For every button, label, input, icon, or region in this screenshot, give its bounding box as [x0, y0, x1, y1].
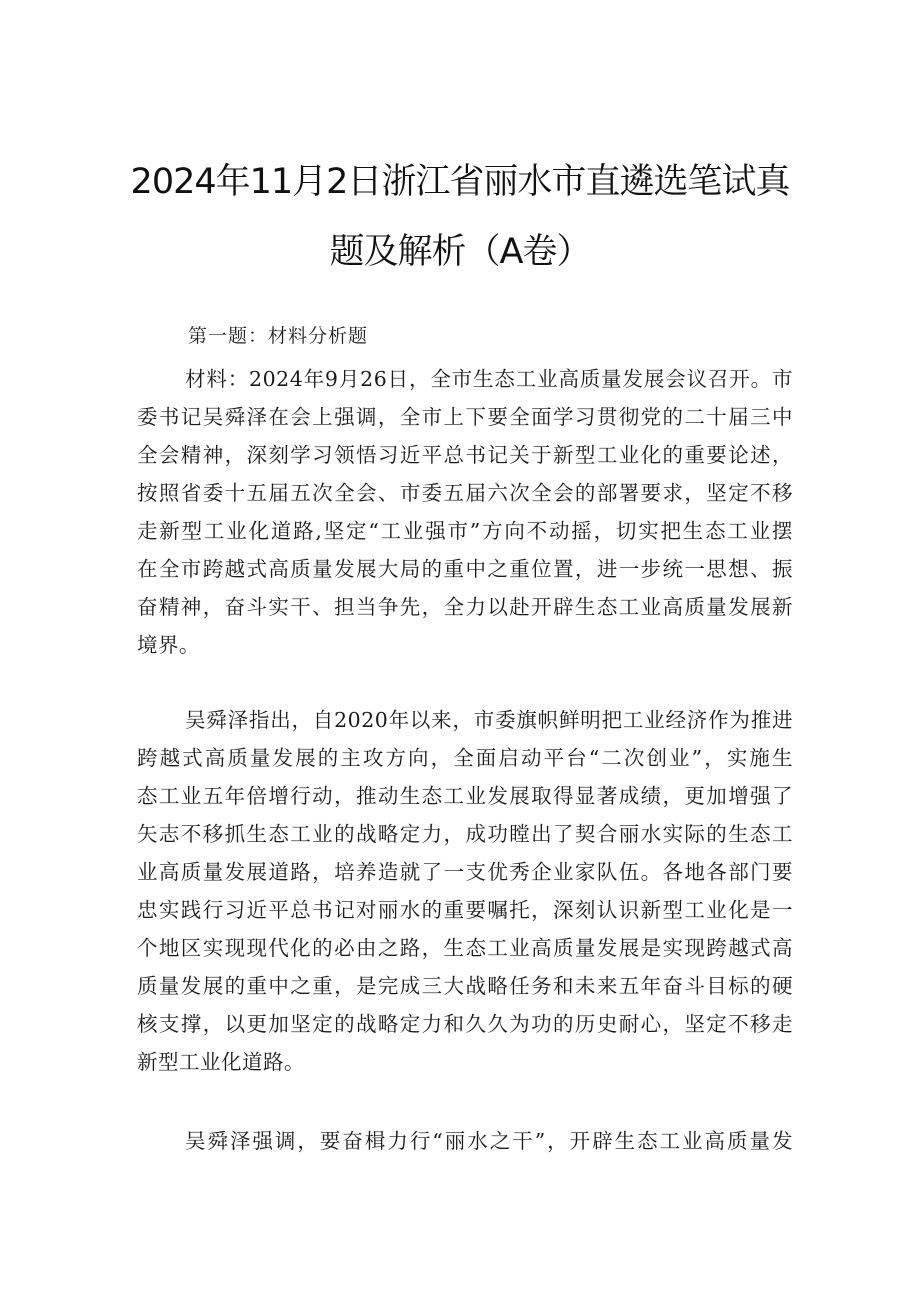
paragraph-line: 在全市跨越式高质量发展大局的重中之重位置，进一步统一思想、振 — [137, 557, 793, 581]
section-heading: 第一题：材料分析题 — [188, 325, 369, 347]
paragraph-material — [137, 360, 793, 664]
paragraph-line: 全会精神，深刻学习领悟习近平总书记关于新型工业化的重要论述， — [137, 443, 793, 467]
paragraph-line: 吴舜泽强调，要奋楫力行“丽水之干”，开辟生态工业高质量发 — [185, 1129, 793, 1153]
paragraph-line: 跨越式高质量发展的主攻方向，全面启动平台“二次创业”，实施生 — [137, 746, 793, 770]
paragraph-line: 境界。 — [137, 633, 200, 657]
paragraph-line: 态工业五年倍增行动，推动生态工业发展取得显著成绩，更加增强了 — [137, 784, 793, 808]
paragraph-wu-emphasized — [137, 1122, 793, 1160]
paragraph-line: 按照省委十五届五次全会、市委五届六次全会的部署要求，坚定不移 — [137, 481, 793, 505]
paragraph-line: 核支撑，以更加坚定的战略定力和久久为功的历史耐心，坚定不移走 — [137, 1012, 793, 1036]
paragraph-wu-pointed-out — [137, 701, 793, 1081]
paragraph-line: 新型工业化道路。 — [137, 1050, 305, 1074]
paragraph-line: 吴舜泽指出，自2020年以来，市委旗帜鲜明把工业经济作为推进 — [185, 708, 793, 732]
document-title-line-2: 题及解析（A卷） — [329, 232, 591, 272]
paragraph-line: 委书记吴舜泽在会上强调，全市上下要全面学习贯彻党的二十届三中 — [137, 405, 793, 429]
paragraph-line: 材料：2024年9月26日，全市生态工业高质量发展会议召开。市 — [185, 367, 793, 391]
paragraph-line: 走新型工业化道路,坚定“工业强市”方向不动摇，切实把生态工业摆 — [137, 519, 793, 543]
document-title-line-1: 2024年11月2日浙江省丽水市直遴选笔试真 — [130, 162, 790, 202]
paragraph-line: 质量发展的重中之重，是完成三大战略任务和未来五年奋斗目标的硬 — [137, 974, 793, 998]
paragraph-line: 奋精神，奋斗实干、担当争先，全力以赴开辟生态工业高质量发展新 — [137, 595, 793, 619]
paragraph-line: 矢志不移抓生态工业的战略定力，成功瞠出了契合丽水实际的生态工 — [137, 822, 793, 846]
paragraph-line: 个地区实现现代化的必由之路，生态工业高质量发展是实现跨越式高 — [137, 936, 793, 960]
paragraph-line: 忠实践行习近平总书记对丽水的重要嘱托，深刻认识新型工业化是一 — [137, 898, 793, 922]
paragraph-line: 业高质量发展道路，培养造就了一支优秀企业家队伍。各地各部门要 — [137, 860, 793, 884]
